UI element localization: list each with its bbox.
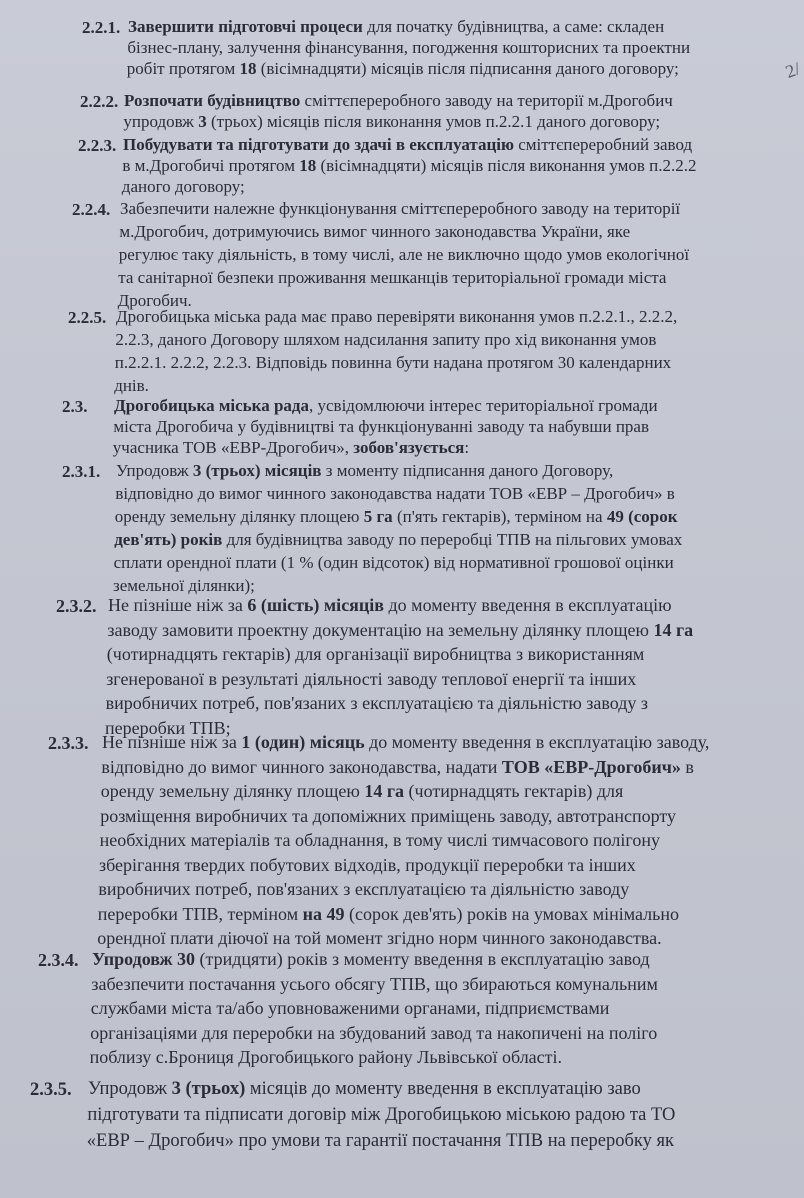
clause-number: 2.3. [62, 397, 88, 416]
clause-text-line: та санітарної безпеки проживання мешканців територіальної громади міста [118, 268, 667, 287]
clause-number: 2.2.5. [68, 308, 107, 327]
clause-text-line: Завершити підготовчі процеси для початку будівництва, а саме: складен [128, 17, 665, 36]
clause-text-line: організаціями для переробки на збудований завод та накопичені на поліго [90, 1022, 658, 1043]
clause-text-line: робіт протягом 18 (вісімнадцяти) місяців після підписання даного договору; [126, 59, 679, 78]
clause-text-line: м.Дрогобич, дотримуючись вимог чинного законодавства України, яке [119, 222, 631, 241]
clause-text-line: Упродовж 3 (трьох) місяців до моменту введення в експлуатацію заво [88, 1079, 641, 1099]
clause-text-line: дев'ять) років для будівництва заводу по переробці ТПВ на пільгових умовах [114, 530, 683, 549]
clause-text-line: орендної плати діючої на той момент згідно норм чинного законодавства. [97, 928, 662, 948]
clause-text-line: земельної ділянки); [113, 576, 255, 595]
clause-text-line: виробничих потреб, пов'язаних з експлуатацією та діяльністю заводу [98, 879, 630, 899]
clause-text-line: «ЕВР – Дрогобич» про умови та гарантії постачання ТПВ на переробку як [86, 1131, 675, 1151]
clause-text-line: Не пізніше ніж за 6 (шість) місяців до моменту введення в експлуатацію [108, 595, 672, 615]
clause-text-line: службами міста та/або уповноваженими органами, підприємствами [90, 998, 610, 1018]
clause-number: 2.2.3. [78, 136, 117, 155]
clause-text-line: Упродовж 30 (тридцяти) років з моменту введення в експлуатацію завод [92, 949, 650, 969]
clause-text-line: заводу замовити проектну документацію на земельну ділянку площею 14 га [107, 619, 694, 640]
clause-text-line: необхідних матеріалів та обладнання, в тому числі тимчасового полігону [99, 830, 660, 850]
clause-text-line: зберігання твердих побутових відходів, продукції переробки та інших [99, 854, 636, 875]
clause-text-line: оренду земельну ділянку площею 5 га (п'ять гектарів), терміном на 49 (сорок [114, 507, 678, 526]
clause-text-line: регулює таку діяльність, в тому числі, але не виключно щодо умов екологічної [118, 245, 690, 264]
handwritten-mark-icon: 2/ [782, 58, 803, 82]
clause-text-line: Дрогобицька міська рада має право перевіряти виконання умов п.2.2.1., 2.2.2, [116, 307, 678, 326]
clause-number: 2.3.4. [38, 950, 79, 970]
clause-text-line: забезпечити постачання усього обсягу ТПВ, що збираються комунальним [91, 973, 658, 994]
clause-text-line: 2.2.3, даного Договору шляхом надсилання запиту про хід виконання умов [115, 330, 657, 349]
clause-text-line: Розпочати будівництво сміттєпереробного заводу на території м.Дрогобич [124, 91, 673, 110]
clause-text-line: п.2.2.1. 2.2.2, 2.2.3. Відповідь повинна бути надана протягом 30 календарних [114, 353, 672, 372]
clause-text-line: поблизу с.Брониця Дрогобицького району Львівської області. [89, 1047, 563, 1067]
clause-text-line: учасника ТОВ «ЕВР-Дрогобич», зобов'язується: [112, 438, 470, 457]
clause-number: 2.3.1. [62, 462, 101, 481]
clause-text-line: упродовж 3 (трьох) місяців після виконання умов п.2.2.1 даного договору; [123, 112, 661, 131]
clause-text-line: бізнес-плану, залучення фінансування, погодження кошторисних та проектни [127, 38, 691, 57]
clause-text-line: сплати орендної плати (1 % (один відсоток) від нормативної грошової оцінки [113, 553, 674, 572]
clause-text-line: згенерованої в результаті діяльності заводу теплової енергії та інших [106, 668, 637, 689]
clause-number: 2.2.1. [82, 18, 121, 37]
clause-text-line: днів. [114, 376, 149, 395]
clause-text-line: Дрогобицька міська рада, усвідомлюючи інтерес територіальної громади [114, 396, 658, 415]
clause-text-line: Забезпечити належне функціонування сміттєпереробного заводу на території [120, 199, 681, 218]
clause-text-line: (чотирнадцять гектарів) для організації виробництва з використанням [106, 644, 645, 664]
clause-text-line: Упродовж 3 (трьох) місяців з моменту підписання даного Договору, [116, 461, 614, 480]
clause-text-line: в м.Дрогобичі протягом 18 (вісімнадцяти) місяців після виконання умов п.2.2.2 [122, 156, 697, 175]
clause-number: 2.2.2. [80, 92, 119, 111]
clause-text-line: відповідно до вимог чинного законодавства надати ТОВ «ЕВР – Дрогобич» в [115, 484, 675, 503]
clause-text-line: даного договору; [121, 177, 245, 196]
clause-text-line: переробки ТПВ, терміном на 49 (сорок дев'ять) років на умовах мінімально [97, 903, 679, 924]
clause-text-line: оренду земельну ділянку площею 14 га (чотирнадцять гектарів) для [100, 781, 624, 801]
clause-number: 2.2.4. [72, 200, 111, 219]
clause-text-line: Дрогобич. [117, 291, 192, 310]
clause-text-line: Не пізніше ніж за 1 (один) місяць до моменту введення в експлуатацію заводу, [102, 732, 710, 752]
clause-text-line: виробничих потреб, пов'язаних з експлуатацією та діяльністю заводу з [105, 693, 649, 713]
clause-text-line: відповідно до вимог чинного законодавства, надати ТОВ «ЕВР-Дрогобич» в [101, 756, 694, 777]
clause-number: 2.3.2. [56, 596, 97, 616]
clause-text-line: Побудувати та підготувати до здачі в експлуатацію сміттєпереробний завод [123, 135, 693, 154]
clause-text-line: підготувати та підписати договір між Дрогобицькою міською радою та ТО [87, 1105, 676, 1125]
clause-text-line: міста Дрогобича у будівництві та функціонуванні заводу та набувши прав [113, 417, 649, 436]
clause-number: 2.3.5. [30, 1080, 72, 1100]
clause-text-line: переробки ТПВ; [105, 717, 231, 738]
clause-text-line: розміщення виробничих та допоміжних приміщень заводу, автотранспорту [100, 805, 677, 826]
clause-number: 2.3.3. [48, 733, 89, 753]
